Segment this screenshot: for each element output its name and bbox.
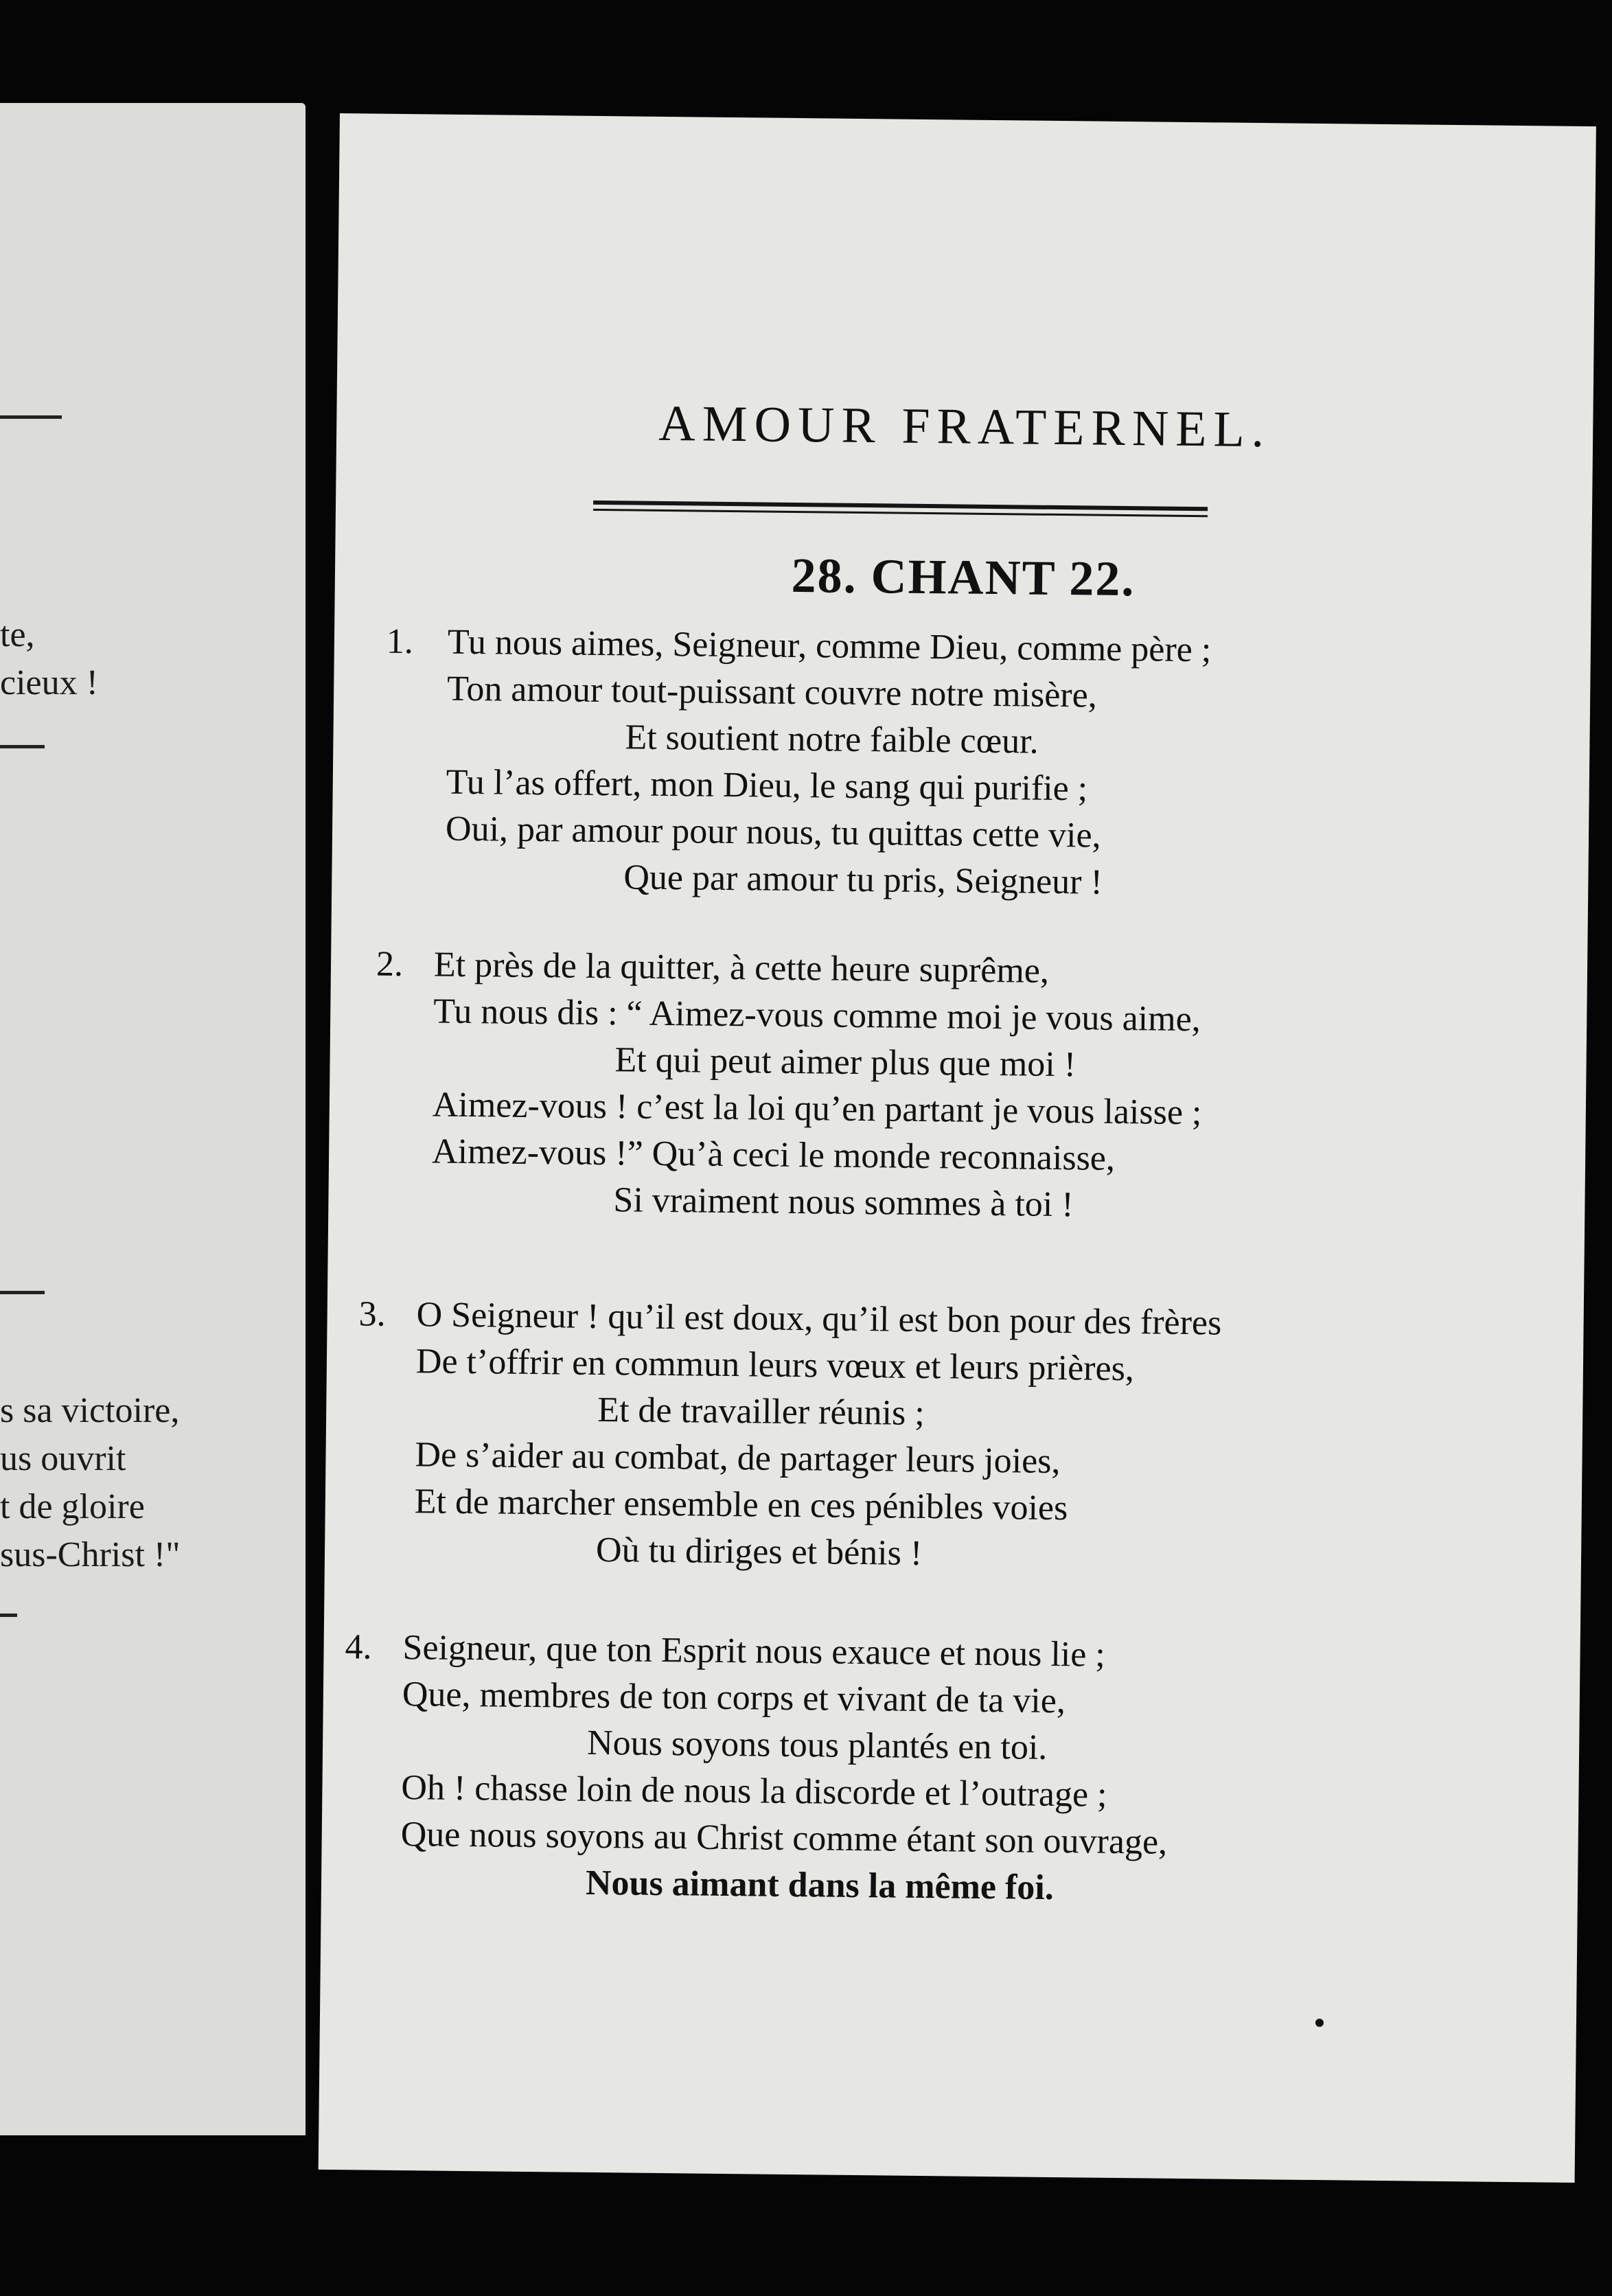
verse-line: Si vraiment nous sommes à toi !	[613, 1180, 1074, 1225]
stanza-number: 4.	[345, 1627, 372, 1667]
left-page-fragment	[0, 103, 306, 2135]
left-text-fragment: t de gloire	[0, 1487, 145, 1526]
left-rule	[0, 415, 62, 419]
stanza-number: 2.	[376, 944, 404, 985]
verse-line: O Seigneur ! qu’il est doux, qu’il est bon pour des frères	[416, 1295, 1222, 1343]
verse-line: Tu l’as offert, mon Dieu, le sang qui purifie ;	[446, 762, 1088, 809]
left-text-fragment: te,	[0, 615, 35, 654]
verse-line: Nous soyons tous plantés en toi.	[586, 1723, 1048, 1767]
stanza-2	[328, 941, 1587, 1234]
verse-line: Que nous soyons au Christ comme étant son ouvrage,	[400, 1815, 1168, 1862]
right-page	[319, 113, 1596, 2183]
stanza-3	[325, 1291, 1584, 1584]
verse-line: Tu nous aimes, Seigneur, comme Dieu, comme père ;	[447, 622, 1212, 670]
verse-line: Où tu diriges et bénis !	[595, 1530, 923, 1573]
left-text-fragment: s sa victoire,	[0, 1391, 180, 1430]
stanza-number: 3.	[358, 1294, 386, 1334]
stanza-number: 1.	[386, 621, 414, 662]
left-text-fragment: us ouvrit	[0, 1439, 126, 1478]
chant-heading: 28. CHANT 22.	[791, 547, 1136, 607]
double-rule-divider	[593, 501, 1208, 520]
verse-line: Et près de la quitter, à cette heure suprême,	[433, 945, 1050, 991]
left-text-fragment: cieux !	[0, 663, 98, 702]
verse-line: De t’offrir en commun leurs vœux et leurs prières,	[415, 1342, 1135, 1389]
verse-line: De s’aider au combat, de partager leurs joies,	[415, 1435, 1061, 1482]
verse-line: Que, membres de ton corps et vivant de ta vie,	[402, 1675, 1066, 1721]
verse-line: Nous aimant dans la même foi.	[585, 1863, 1055, 1908]
verse-line: Seigneur, que ton Esprit nous exauce et nous lie ;	[402, 1628, 1106, 1675]
verse-line: Oui, par amour pour nous, tu quittas cette vie,	[445, 809, 1101, 856]
verse-line: Et de marcher ensemble en ces pénibles voies	[414, 1482, 1068, 1528]
stanza-1	[332, 618, 1591, 911]
verse-line: Tu nous dis : “ Aimez-vous comme moi je vous aime,	[433, 991, 1201, 1040]
left-rule	[0, 745, 45, 748]
verse-line: Ton amour tout-puissant couvre notre misère,	[446, 669, 1098, 715]
verse-line: Et soutient notre faible cœur.	[625, 718, 1039, 761]
verse-line: Et de travailler réunis ;	[597, 1390, 925, 1434]
page-header: AMOUR FRATERNEL.	[658, 395, 1271, 459]
verse-line: Oh ! chasse loin de nous la discorde et l’outrage ;	[401, 1768, 1107, 1815]
verse-line: Aimez-vous ! c’est la loi qu’en partant je vous laisse ;	[432, 1085, 1202, 1133]
verse-line: Aimez-vous !” Qu’à ceci le monde reconnaisse,	[431, 1132, 1116, 1178]
ink-dot	[1315, 2019, 1324, 2027]
verse-line: Que par amour tu pris, Seigneur !	[623, 858, 1103, 902]
verse-line: Et qui peut aimer plus que moi !	[614, 1040, 1076, 1085]
left-rule	[0, 1614, 17, 1617]
left-text-fragment: sus-Christ !"	[0, 1535, 181, 1574]
left-rule	[0, 1291, 45, 1294]
stanza-4	[321, 1624, 1580, 1917]
